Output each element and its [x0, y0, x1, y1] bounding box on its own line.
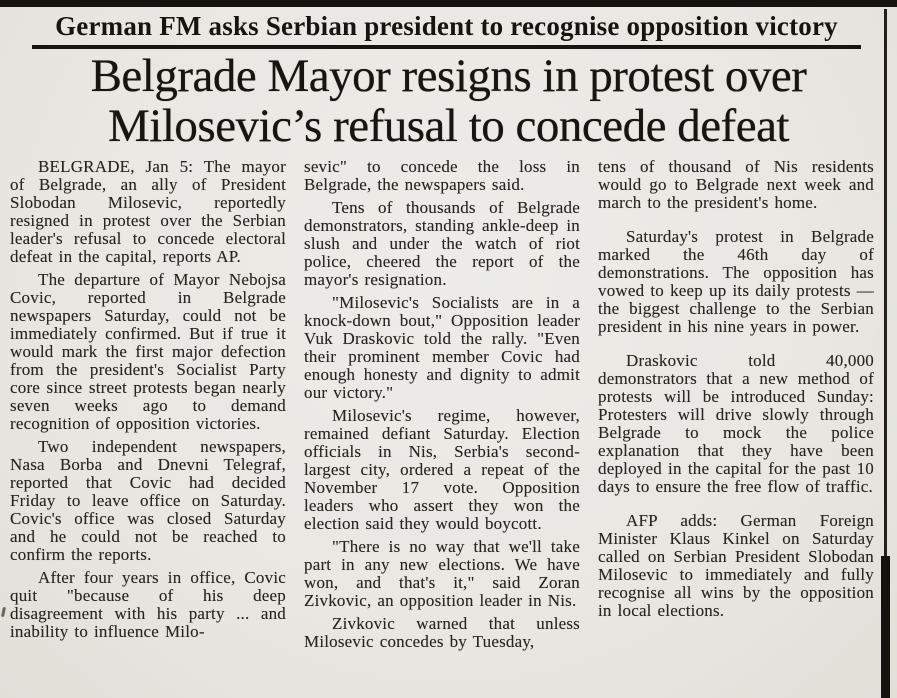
article-column-2 [304, 158, 580, 698]
scan-artifact-speck [1, 607, 6, 617]
main-headline-line-1: Belgrade Mayor resigns in protest over [90, 50, 807, 102]
top-rule [0, 0, 897, 7]
article-paragraph: The departure of Mayor Nebojsa Covic, reported in Belgrade newspapers Saturday, could not be immediately confirmed. But if true it would mark the first major defection from the president's Socialist Party core since street protests began nearly seven weeks ago to demand recognition of opposition victories. [10, 270, 286, 433]
article-paragraph: AFP adds: German Foreign Minister Klaus Kinkel on Saturday called on Serbian President Slobodan Milosevic to immediately and fully recognise all wins by the opposition in local elections. [598, 511, 874, 620]
article-paragraph: Two independent newspapers, Nasa Borba and Dnevni Telegraf, reported that Covic had decided Friday to leave office on Saturday. Covic's office was closed Saturday and he could not be reached to confirm the reports. [10, 437, 286, 564]
kicker-headline: German FM asks Serbian president to recognise opposition victory [55, 11, 838, 41]
article-paragraph: After four years in office, Covic quit "because of his deep disagreement with his party ... and inability to influence Milo- [10, 568, 286, 641]
article-paragraph: "Milosevic's Socialists are in a knock-down bout," Opposition leader Vuk Draskovic told the rally. "Even their prominent member Covic had enough honesty and dignity to admit our victory." [304, 293, 580, 402]
article-column-3 [598, 158, 874, 698]
article-paragraph: sevic" to concede the loss in Belgrade, the newspapers said. [304, 158, 580, 194]
right-edge-rule-thick [881, 556, 890, 698]
article-paragraph: Milosevic's regime, however, remained defiant Saturday. Election officials in Nis, Serbia's second-largest city, ordered a repeat of the November 17 vote. Opposition leaders who assert they won the election said they would boycott. [304, 406, 580, 533]
article-paragraph: "There is no way that we'll take part in any new elections. We have won, and that's it," said Zoran Zivkovic, an opposition leader in Nis. [304, 537, 580, 610]
article-paragraph: Tens of thousands of Belgrade demonstrators, standing ankle-deep in slush and under the watch of riot police, cheered the report of the mayor's resignation. [304, 198, 580, 289]
article-body [10, 158, 874, 698]
main-headline-line-2: Milosevic’s refusal to concede defeat [108, 100, 789, 152]
kicker-underline-rule [32, 45, 861, 49]
article-paragraph: tens of thousand of Nis residents would go to Belgrade next week and march to the president's home. [598, 158, 874, 212]
article-paragraph: Draskovic told 40,000 demonstrators that a new method of protests will be introduced Sunday: Protesters will drive slowly through Belgrade to mock the police explanation that they have been deployed in the capital for the past 10 days to ensure the free flow of traffic. [598, 351, 874, 496]
main-headline [0, 51, 897, 151]
article-column-1 [10, 158, 286, 698]
article-paragraph: Zivkovic warned that unless Milosevic concedes by Tuesday, [304, 614, 580, 651]
article-paragraph: BELGRADE, Jan 5: The mayor of Belgrade, an ally of President Slobodan Milosevic, reportedly resigned in protest over the Serbian leader's refusal to concede electoral defeat in the capital, reports AP. [10, 158, 286, 266]
right-edge-rule [884, 9, 887, 559]
article-paragraph: Saturday's protest in Belgrade marked the 46th day of demonstrations. The opposition has vowed to keep up its daily protests — the biggest challenge to the Serbian president in his nine years in power. [598, 227, 874, 336]
